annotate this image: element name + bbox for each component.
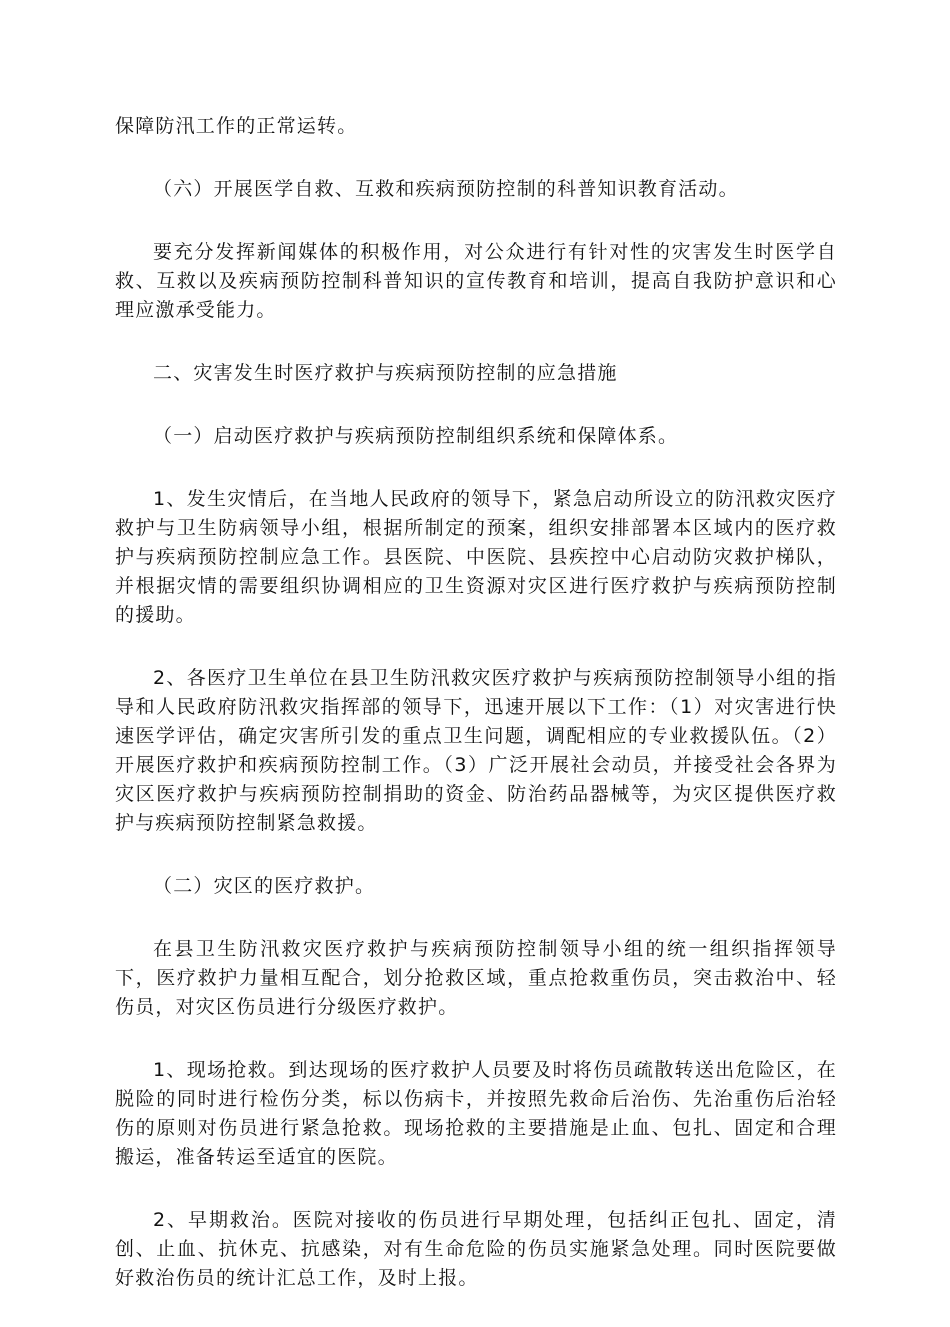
paragraph: 在县卫生防汛救灾医疗救护与疾病预防控制领导小组的统一组织指挥领导下，医疗救护力量相互配合，划分抢救区域，重点抢救重伤员，突击救治中、轻伤员，对灾区伤员进行分级医疗救护。 — [115, 938, 837, 1018]
chapter-heading: 二、灾害发生时医疗救护与疾病预防控制的应急措施 — [153, 362, 618, 384]
paragraph: 1、发生灾情后，在当地人民政府的领导下，紧急启动所设立的防汛救灾医疗救护与卫生防病领导小组，根据所制定的预案，组织安排部署本区域内的医疗救护与疾病预防控制应急工作。县医院、中医院、县疾控中心启动防灾救护梯队，并根据灾情的需要组织协调相应的卫生资源对灾区进行医疗救护与疾病预防控制的援助。 — [115, 488, 837, 626]
paragraph: 保障防汛工作的正常运转。 — [115, 115, 358, 137]
section-heading: （二）灾区的医疗救护。 — [153, 875, 376, 897]
section-heading: （六）开展医学自救、互救和疾病预防控制的科普知识教育活动。 — [153, 178, 739, 200]
paragraph: 1、现场抢救。到达现场的医疗救护人员要及时将伤员疏散转送出危险区，在脱险的同时进行检伤分类，标以伤病卡，并按照先救命后治伤、先治重伤后治轻伤的原则对伤员进行紧急抢救。现场抢救的主要措施是止血、包扎、固定和合理搬运，准备转运至适宜的医院。 — [115, 1059, 837, 1168]
paragraph: 2、各医疗卫生单位在县卫生防汛救灾医疗救护与疾病预防控制领导小组的指导和人民政府防汛救灾指挥部的领导下，迅速开展以下工作：（1）对灾害进行快速医学评估，确定灾害所引发的重点卫生问题，调配相应的专业救援队伍。（2）开展医疗救护和疾病预防控制工作。（3）广泛开展社会动员，并接受社会各界为灾区医疗救护与疾病预防控制捐助的资金、防治药品器械等，为灾区提供医疗救护与疾病预防控制紧急救援。 — [115, 667, 837, 834]
paragraph: 要充分发挥新闻媒体的积极作用，对公众进行有针对性的灾害发生时医学自救、互救以及疾病预防控制科普知识的宣传教育和培训，提高自我防护意识和心理应激承受能力。 — [115, 241, 837, 321]
section-heading: （一）启动医疗救护与疾病预防控制组织系统和保障体系。 — [153, 425, 679, 447]
paragraph: 2、早期救治。医院对接收的伤员进行早期处理，包括纠正包扎、固定，清创、止血、抗休克、抗感染，对有生命危险的伤员实施紧急处理。同时医院要做好救治伤员的统计汇总工作，及时上报。 — [115, 1209, 837, 1289]
document-body — [115, 112, 837, 1327]
